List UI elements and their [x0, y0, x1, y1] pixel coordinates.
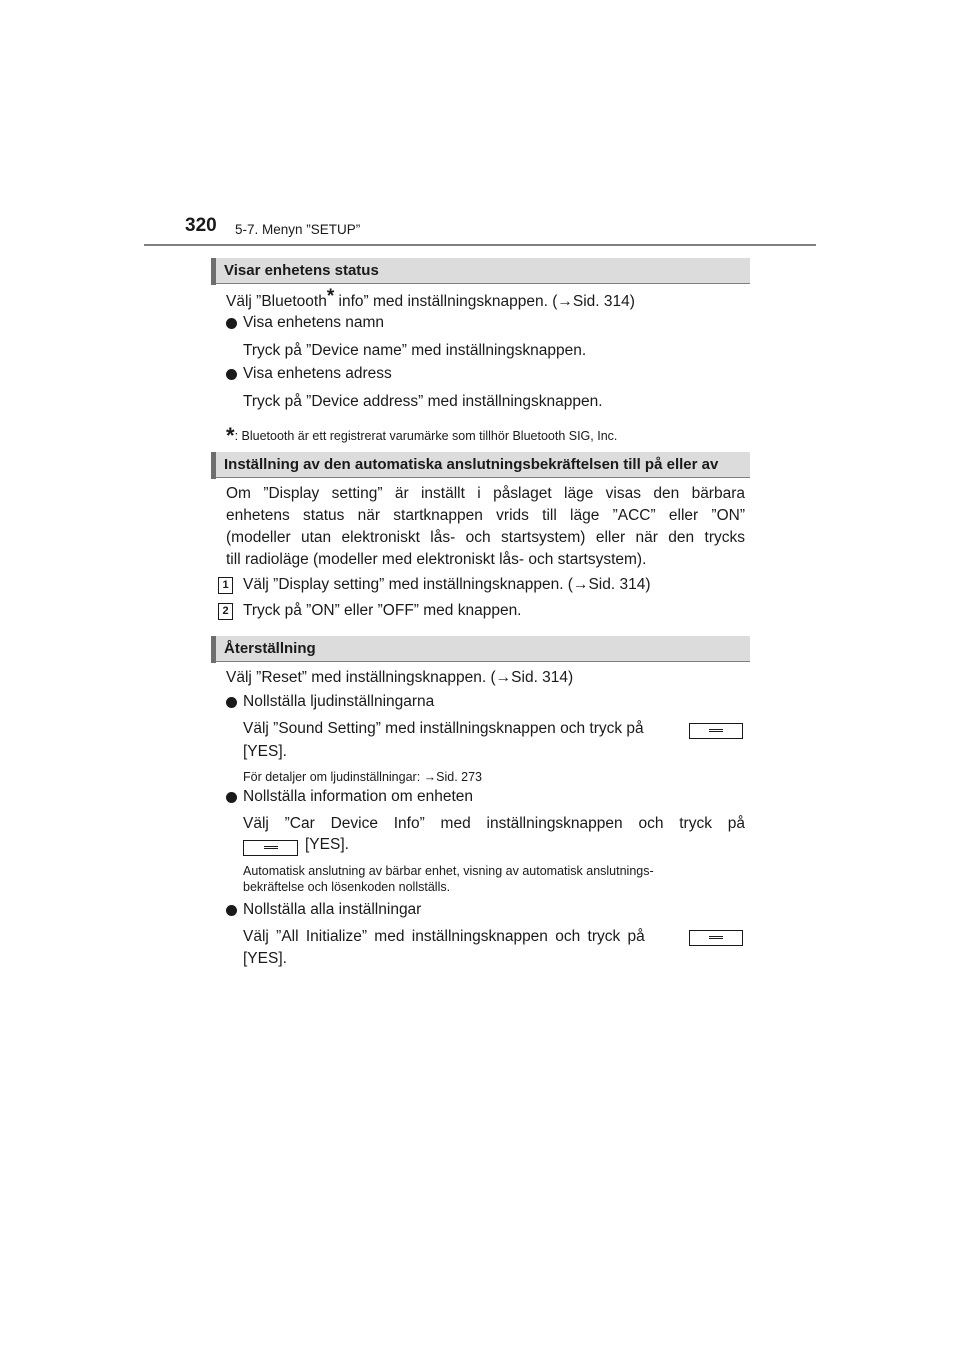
status-intro-post: info” med inställningsknappen. ( [334, 293, 558, 310]
asterisk-icon: * [326, 286, 335, 307]
status-item1-label: Visa enhetens namn [243, 314, 385, 331]
reset-item2-note-line1: Automatisk anslutning av bärbar enhet, visning av automatisk anslutnings- [243, 864, 654, 878]
section-heading-reset [211, 636, 750, 662]
step1-text [243, 576, 651, 594]
bullet-icon [226, 905, 237, 916]
bullet-icon [226, 369, 237, 380]
section-heading-bar [211, 258, 216, 285]
step-number-1: 1 [218, 577, 233, 594]
bullet-icon [226, 792, 237, 803]
section-heading-status [211, 258, 750, 284]
reset-item2-label: Nollställa information om enheten [243, 788, 474, 805]
reset-item1-line1: Välj ”Sound Setting” med inställningsknappen och tryck på [243, 720, 644, 737]
paragraph-line: enhetens status när startknappen vrids till läge ”ACC” eller ”ON” [226, 507, 745, 524]
enter-button-icon [689, 723, 743, 739]
status-intro-ref: Sid. 314) [572, 293, 635, 310]
paragraph-line: Om ”Display setting” är inställt i påslaget läge visas den bärbara [226, 485, 745, 502]
status-intro [226, 286, 635, 312]
auto-confirm-paragraph [226, 483, 745, 571]
bullet-icon [226, 318, 237, 329]
section-heading-label: Visar enhetens status [224, 262, 379, 279]
reset-item3-line1: Välj ”All Initialize” med inställningsknappen och tryck på [243, 928, 645, 945]
arrow-right-icon: → [495, 669, 512, 686]
enter-button-icon [689, 930, 743, 946]
status-item2-label: Visa enhetens adress [243, 365, 392, 382]
status-intro-pre: Välj ”Bluetooth [226, 293, 327, 310]
reset-intro-pre: Välj ”Reset” med inställningsknappen. ( [226, 669, 496, 686]
step1-ref: Sid. 314) [588, 576, 651, 593]
status-item2-text: Tryck på ”Device address” med inställningsknappen. [243, 393, 603, 410]
reset-item1-label: Nollställa ljudinställningarna [243, 693, 435, 710]
reset-item2-note-line2: bekräftelse och lösenkoden nollställs. [243, 880, 451, 894]
step-number-2: 2 [218, 603, 233, 620]
step2-text: Tryck på ”ON” eller ”OFF” med knappen. [243, 602, 522, 619]
status-footnote [226, 420, 617, 446]
paragraph-line: Välj ”Car Device Info” med inställningsknappen och tryck på [243, 815, 745, 832]
arrow-right-icon: → [423, 770, 437, 784]
section-heading-bar [211, 636, 216, 663]
header-divider [144, 244, 816, 246]
reset-item1-note [243, 770, 482, 784]
chapter-title: 5-7. Menyn ”SETUP” [235, 222, 361, 237]
paragraph-line: (modeller utan elektroniskt lås- och startsystem) eller när den trycks [226, 529, 745, 546]
reset-item2-line2: [YES]. [305, 836, 349, 853]
reset-item3-line2: [YES]. [243, 950, 287, 967]
section-heading-bar [211, 452, 216, 479]
asterisk-icon: * [226, 423, 235, 448]
step1-text-pre: Välj ”Display setting” med inställningsknappen. ( [243, 576, 573, 593]
reset-item1-note-pre: För detaljer om ljudinställningar: [243, 770, 424, 784]
section-heading-auto-confirm [211, 452, 750, 478]
enter-button-icon [243, 840, 298, 856]
reset-item1-note-ref: Sid. 273 [436, 770, 483, 784]
arrow-right-icon: → [557, 293, 573, 310]
arrow-right-icon: → [572, 576, 589, 593]
page-number: 320 [185, 215, 217, 236]
reset-item1-line2: [YES]. [243, 743, 287, 760]
status-item1-text: Tryck på ”Device name” med inställningsknappen. [243, 342, 587, 359]
bullet-icon [226, 697, 237, 708]
section-heading-label: Återställning [224, 640, 316, 657]
paragraph-line: till radioläge (modeller med elektroniskt lås- och startsystem). [226, 551, 647, 568]
reset-intro [226, 669, 573, 687]
section-heading-label: Inställning av den automatiska anslutningsbekräftelsen till på eller av [224, 456, 719, 473]
reset-item3-label: Nollställa alla inställningar [243, 901, 422, 918]
reset-intro-ref: Sid. 314) [511, 669, 574, 686]
status-footnote-text: : Bluetooth är ett registrerat varumärke som tillhör Bluetooth SIG, Inc. [234, 429, 618, 443]
reset-item2-line1 [243, 813, 745, 835]
